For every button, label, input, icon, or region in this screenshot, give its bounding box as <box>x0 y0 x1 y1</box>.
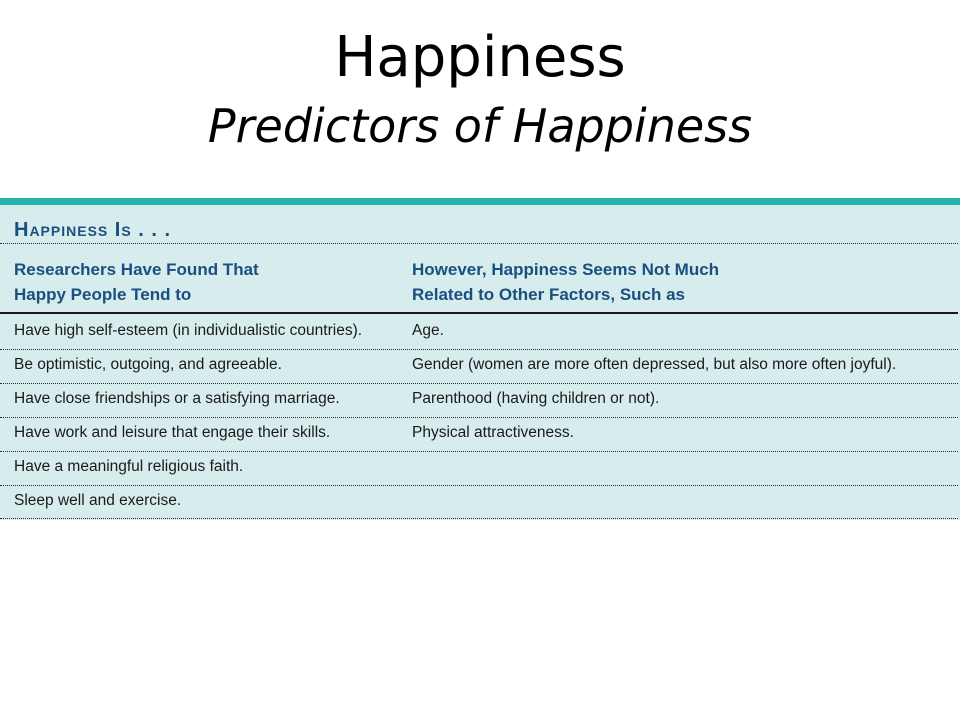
table-row <box>0 417 960 451</box>
row-cell-left: Sleep well and exercise. <box>14 492 182 509</box>
row-cell-right: Physical attractiveness. <box>412 424 574 441</box>
header-right <box>412 257 719 307</box>
row-cell-left: Have a meaningful religious faith. <box>14 458 244 475</box>
header-right-line-1: However, Happiness Seems Not Much <box>412 260 720 279</box>
header-left <box>14 257 259 307</box>
table-row <box>0 485 960 519</box>
table-title: Happiness Is . . . <box>14 219 172 241</box>
table-row <box>0 349 960 383</box>
row-cell-right: Parenthood (having children or not). <box>412 390 660 407</box>
slide-title: Happiness <box>334 25 626 90</box>
header-left-line-2: Happy People Tend to <box>14 285 192 304</box>
row-cell-left: Have close friendships or a satisfying marriage. <box>14 390 340 407</box>
row-cell-left: Have high self-esteem (in individualistic countries). <box>14 322 363 339</box>
header-right-line-2: Related to Other Factors, Such as <box>412 285 686 304</box>
table-row <box>0 451 960 485</box>
happiness-table <box>0 198 960 520</box>
table-row <box>0 383 960 417</box>
row-cell-right: Gender (women are more often depressed, but also more often joyful). <box>412 356 897 373</box>
row-cell-left: Be optimistic, outgoing, and agreeable. <box>14 356 282 373</box>
header-divider <box>0 312 958 314</box>
row-cell-left: Have work and leisure that engage their skills. <box>14 424 331 441</box>
table-title-divider <box>0 243 958 244</box>
header-left-line-1: Researchers Have Found That <box>14 260 259 279</box>
table-row <box>0 315 960 349</box>
row-cell-right: Age. <box>412 322 444 339</box>
slide-subtitle: Predictors of Happiness <box>207 99 753 153</box>
table-bottom-rule <box>0 518 958 519</box>
